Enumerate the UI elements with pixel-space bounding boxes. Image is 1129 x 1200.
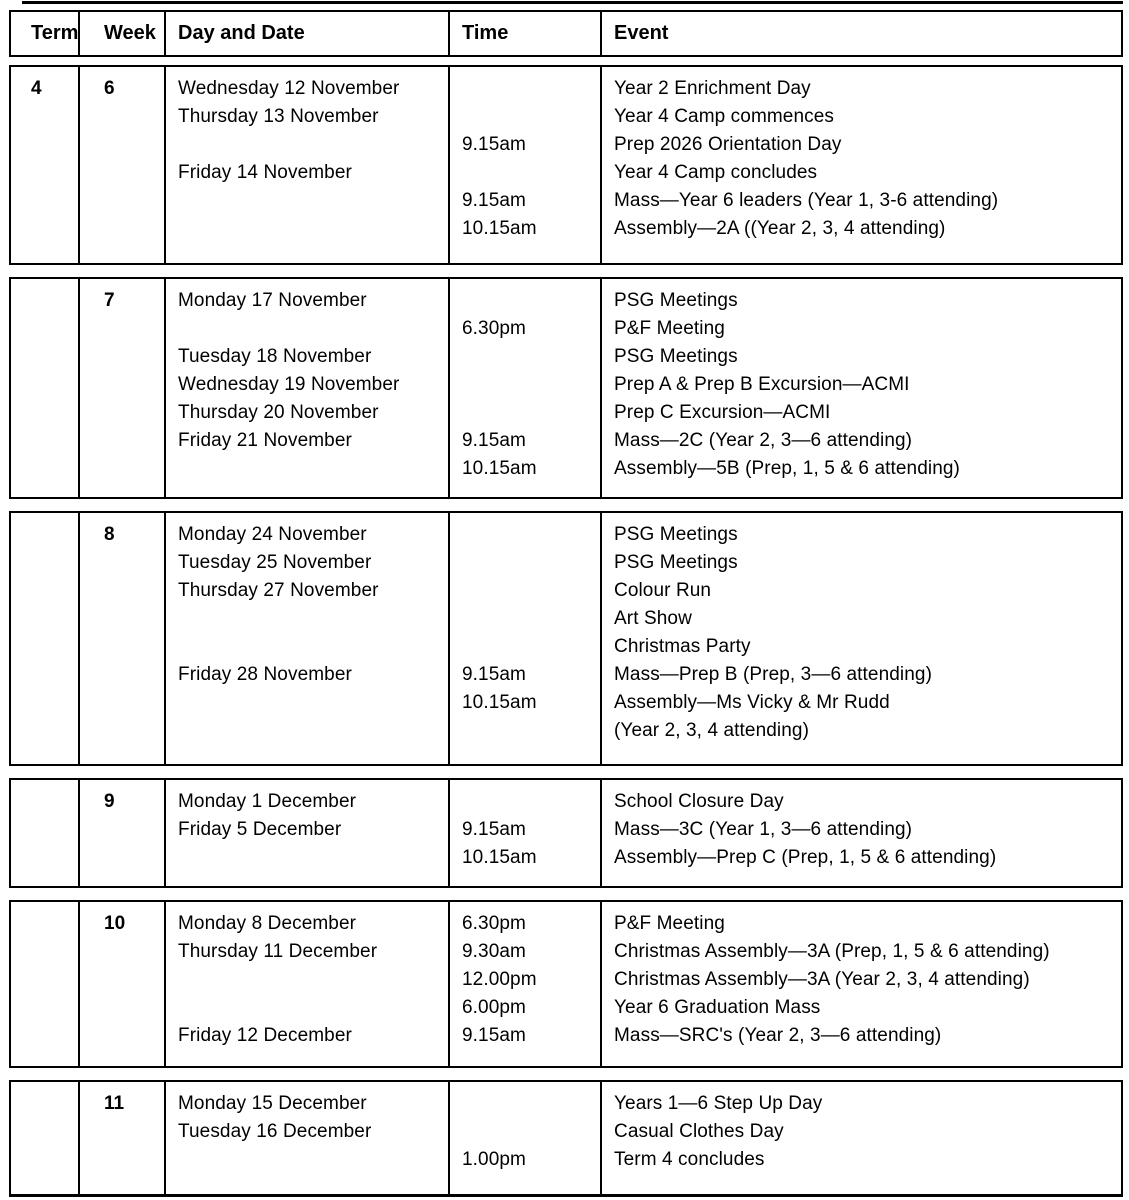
event-line: Prep A & Prep B Excursion—ACMI: [614, 374, 910, 395]
event-line: Art Show: [614, 608, 692, 629]
date-line: Friday 5 December: [178, 819, 342, 840]
week-value: 10: [104, 913, 126, 934]
day-and-date-cell: [164, 902, 448, 1066]
time-cell: [448, 902, 600, 1066]
week-value: 8: [104, 524, 115, 545]
time-line: [462, 1118, 588, 1146]
header-time: Time: [448, 12, 600, 55]
time-line: [462, 159, 588, 187]
term-value: 4: [31, 78, 42, 99]
event-line: Assembly—Prep C (Prep, 1, 5 & 6 attending): [614, 847, 997, 868]
time-line: [462, 633, 588, 661]
header-event: Event: [600, 12, 1121, 55]
time-line: 9.15am: [462, 819, 526, 840]
time-line: [462, 343, 588, 371]
date-line: [178, 215, 436, 243]
header-week: Week: [78, 12, 164, 55]
term-cell: [11, 67, 78, 263]
week-cell: [78, 780, 164, 886]
date-line: [178, 994, 436, 1022]
time-cell: [448, 279, 600, 497]
week-cell: [78, 902, 164, 1066]
time-line: 6.30pm: [462, 913, 526, 934]
event-line: Assembly—5B (Prep, 1, 5 & 6 attending): [614, 458, 960, 479]
event-line: Years 1—6 Step Up Day: [614, 1093, 823, 1114]
date-line: Wednesday 19 November: [178, 374, 400, 395]
day-and-date-cell: [164, 513, 448, 764]
event-line: Year 6 Graduation Mass: [614, 997, 821, 1018]
week-value: 7: [104, 290, 115, 311]
date-line: Tuesday 18 November: [178, 346, 372, 367]
table-body: [9, 65, 1123, 1197]
date-line: [178, 187, 436, 215]
day-and-date-cell: [164, 780, 448, 886]
date-line: [178, 131, 436, 159]
time-line: [462, 287, 588, 315]
time-line: [462, 371, 588, 399]
event-line: Christmas Assembly—3A (Prep, 1, 5 & 6 attending): [614, 941, 1050, 962]
term-calendar-table: [9, 10, 1123, 1197]
time-cell: [448, 780, 600, 886]
event-line: PSG Meetings: [614, 290, 738, 311]
event-line: (Year 2, 3, 4 attending): [614, 720, 809, 741]
time-line: [462, 788, 588, 816]
event-line: Mass—Prep B (Prep, 3—6 attending): [614, 664, 932, 685]
event-cell: [600, 67, 1121, 263]
event-line: Mass—3C (Year 1, 3—6 attending): [614, 819, 913, 840]
time-line: [462, 399, 588, 427]
event-line: PSG Meetings: [614, 552, 738, 573]
event-line: Year 4 Camp concludes: [614, 162, 818, 183]
time-line: 9.15am: [462, 1025, 526, 1046]
term-cell: [11, 1082, 78, 1194]
event-line: Year 4 Camp commences: [614, 106, 834, 127]
time-line: 6.30pm: [462, 318, 526, 339]
date-line: Monday 15 December: [178, 1093, 367, 1114]
calendar-row-week-8: [9, 511, 1123, 766]
week-cell: [78, 1082, 164, 1194]
day-and-date-cell: [164, 1082, 448, 1194]
event-line: Christmas Assembly—3A (Year 2, 3, 4 attending): [614, 969, 1030, 990]
time-line: [462, 103, 588, 131]
event-cell: [600, 279, 1121, 497]
time-line: [462, 549, 588, 577]
time-line: 10.15am: [462, 218, 537, 239]
time-line: 9.15am: [462, 664, 526, 685]
day-and-date-cell: [164, 67, 448, 263]
date-line: Monday 8 December: [178, 913, 357, 934]
event-line: PSG Meetings: [614, 346, 738, 367]
week-value: 11: [104, 1093, 125, 1114]
date-line: [178, 633, 436, 661]
week-cell: [78, 279, 164, 497]
date-line: Thursday 13 November: [178, 106, 379, 127]
event-line: Christmas Party: [614, 636, 751, 657]
time-line: 1.00pm: [462, 1149, 526, 1170]
date-line: [178, 1146, 436, 1174]
event-line: Mass—2C (Year 2, 3—6 attending): [614, 430, 913, 451]
event-line: Term 4 concludes: [614, 1149, 765, 1170]
date-line: [178, 844, 436, 872]
time-line: [462, 577, 588, 605]
time-line: 9.30am: [462, 941, 526, 962]
day-and-date-cell: [164, 279, 448, 497]
time-line: [462, 605, 588, 633]
term-cell: [11, 902, 78, 1066]
event-line: Prep 2026 Orientation Day: [614, 134, 842, 155]
time-line: 9.15am: [462, 134, 526, 155]
time-line: [462, 521, 588, 549]
date-line: Monday 24 November: [178, 524, 367, 545]
date-line: Monday 17 November: [178, 290, 367, 311]
event-line: School Closure Day: [614, 791, 784, 812]
time-line: 10.15am: [462, 458, 537, 479]
date-line: Wednesday 12 November: [178, 78, 400, 99]
time-line: 6.00pm: [462, 997, 526, 1018]
calendar-row-week-11: [9, 1080, 1123, 1197]
time-line: 10.15am: [462, 692, 537, 713]
date-line: [178, 717, 436, 745]
time-cell: [448, 67, 600, 263]
event-line: Prep C Excursion—ACMI: [614, 402, 831, 423]
event-cell: [600, 513, 1121, 764]
date-line: Friday 12 December: [178, 1025, 352, 1046]
event-cell: [600, 1082, 1121, 1194]
date-line: Thursday 27 November: [178, 580, 379, 601]
week-value: 9: [104, 791, 115, 812]
week-cell: [78, 67, 164, 263]
event-line: PSG Meetings: [614, 524, 738, 545]
calendar-row-week-7: [9, 277, 1123, 499]
date-line: [178, 689, 436, 717]
time-line: 10.15am: [462, 847, 537, 868]
time-cell: [448, 513, 600, 764]
term-cell: [11, 780, 78, 886]
date-line: [178, 605, 436, 633]
time-line: [462, 1090, 588, 1118]
header-day-and-date: Day and Date: [164, 12, 448, 55]
time-line: [462, 75, 588, 103]
event-line: Casual Clothes Day: [614, 1121, 784, 1142]
date-line: [178, 966, 436, 994]
event-line: Assembly—Ms Vicky & Mr Rudd: [614, 692, 890, 713]
time-line: 9.15am: [462, 430, 526, 451]
time-line: 9.15am: [462, 190, 526, 211]
event-line: Mass—Year 6 leaders (Year 1, 3-6 attending): [614, 190, 999, 211]
date-line: Monday 1 December: [178, 791, 357, 812]
calendar-row-week-10: [9, 900, 1123, 1068]
event-line: Colour Run: [614, 580, 712, 601]
event-cell: [600, 780, 1121, 886]
term-cell: [11, 513, 78, 764]
calendar-row-week-9: [9, 778, 1123, 888]
table-header-row: [9, 10, 1123, 57]
event-line: Assembly—2A ((Year 2, 3, 4 attending): [614, 218, 946, 239]
term-cell: [11, 279, 78, 497]
week-value: 6: [104, 78, 115, 99]
event-line: P&F Meeting: [614, 318, 725, 339]
date-line: [178, 455, 436, 483]
date-line: Tuesday 16 December: [178, 1121, 372, 1142]
date-line: Friday 21 November: [178, 430, 352, 451]
calendar-row-week-6: [9, 65, 1123, 265]
week-cell: [78, 513, 164, 764]
event-cell: [600, 902, 1121, 1066]
date-line: Friday 28 November: [178, 664, 352, 685]
date-line: Tuesday 25 November: [178, 552, 372, 573]
date-line: [178, 315, 436, 343]
date-line: Thursday 11 December: [178, 941, 378, 962]
event-line: Mass—SRC's (Year 2, 3—6 attending): [614, 1025, 942, 1046]
event-line: P&F Meeting: [614, 913, 725, 934]
event-line: Year 2 Enrichment Day: [614, 78, 811, 99]
cropped-border-line: [22, 1, 1123, 4]
time-line: 12.00pm: [462, 969, 537, 990]
header-term: Term: [31, 22, 78, 44]
date-line: Friday 14 November: [178, 162, 352, 183]
time-cell: [448, 1082, 600, 1194]
date-line: Thursday 20 November: [178, 402, 379, 423]
time-line: [462, 717, 588, 745]
